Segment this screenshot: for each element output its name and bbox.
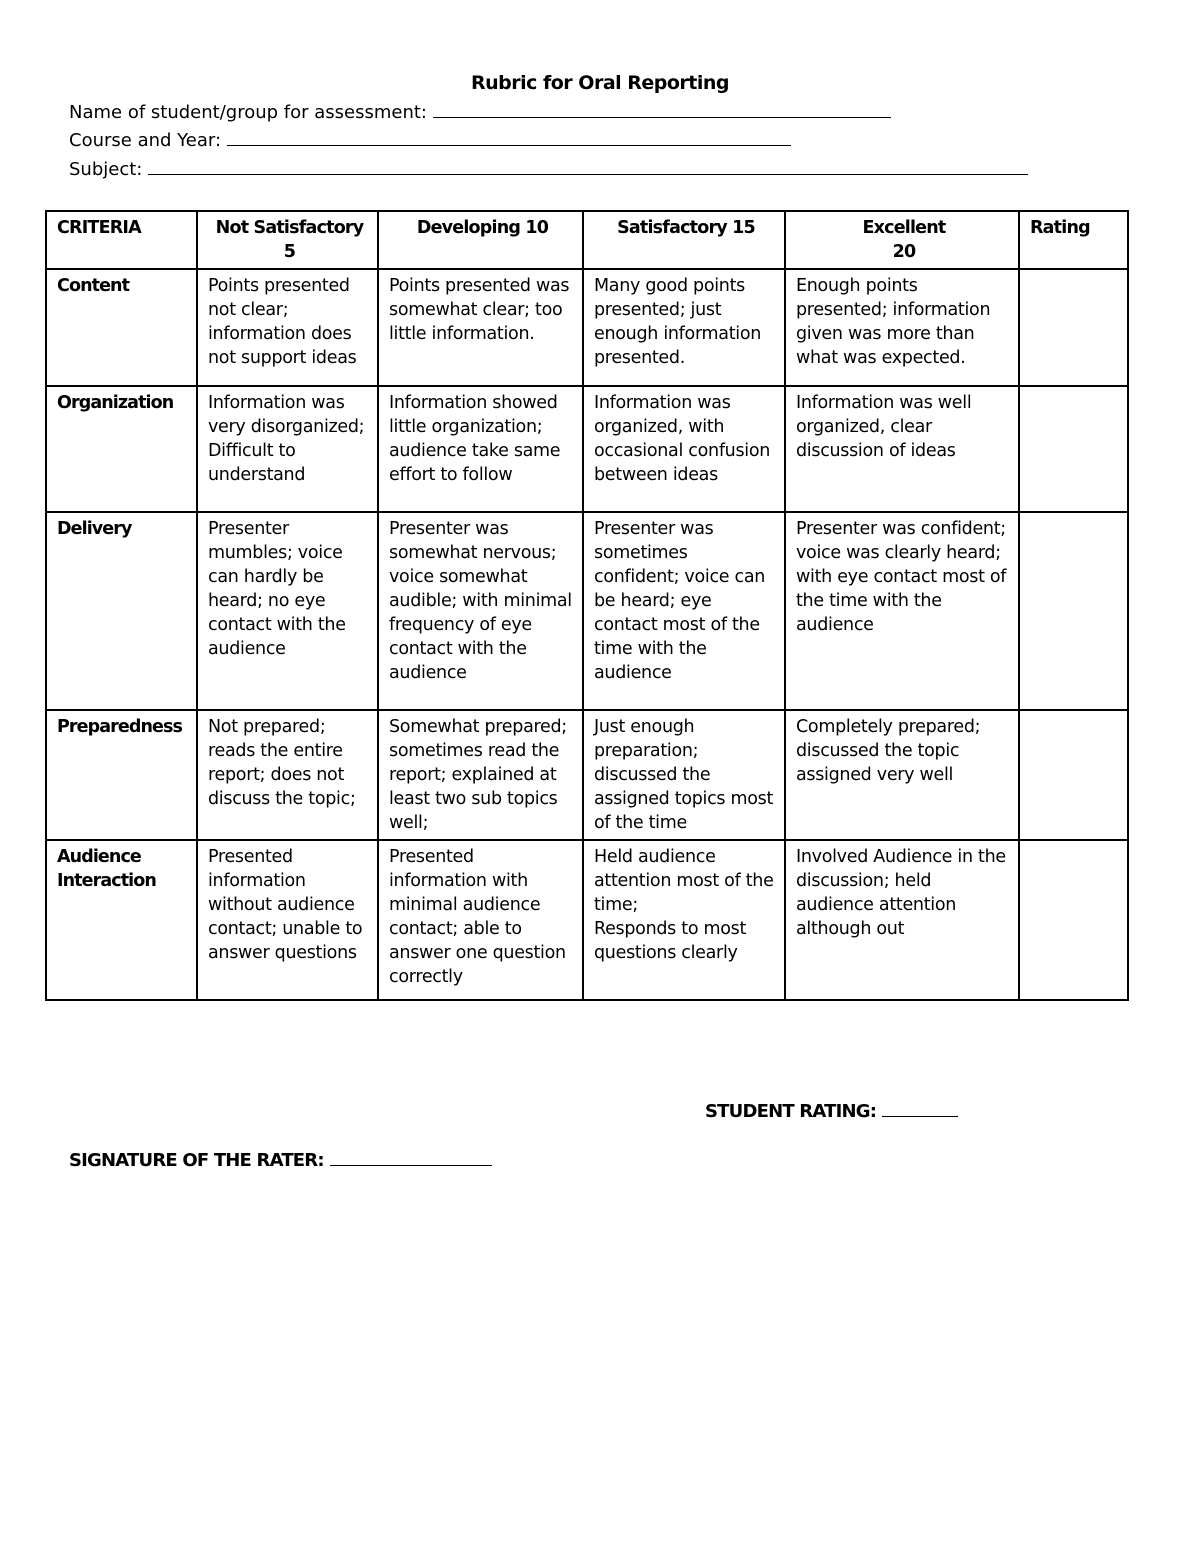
delivery-developing: Presenter was somewhat nervous; voice somewhat audible; with minimal frequency of eye contact with the audience [378,512,583,710]
student-name-blank[interactable] [433,101,891,118]
organization-developing: Information showed little organization; audience take same effort to follow [378,386,583,512]
organization-not-satisfactory: Information was very disorganized; Difficult to understand [197,386,378,512]
header-developing: Developing 10 [378,211,583,269]
audience-excellent: Involved Audience in the discussion; held audience attention although out [785,840,1019,1000]
preparedness-rating-cell[interactable] [1019,710,1128,840]
audience-not-satisfactory: Presented information without audience contact; unable to answer questions [197,840,378,1000]
content-satisfactory: Many good points presented; just enough information presented. [583,269,785,386]
preparedness-not-satisfactory: Not prepared; reads the entire report; does not discuss the topic; [197,710,378,840]
delivery-not-satisfactory: Presenter mumbles; voice can hardly be heard; no eye contact with the audience [197,512,378,710]
rater-signature-label: SIGNATURE OF THE RATER: [69,1150,324,1171]
student-rating-label: STUDENT RATING: [705,1101,877,1122]
organization-rating-cell[interactable] [1019,386,1128,512]
criterion-preparedness: Preparedness [46,710,197,840]
delivery-excellent: Presenter was confident; voice was clearly heard; with eye contact most of the time with the audience [785,512,1019,710]
subject-label: Subject: [69,159,143,180]
student-name-field [69,101,891,124]
document-title: Rubric for Oral Reporting [470,72,730,94]
preparedness-excellent: Completely prepared; discussed the topic assigned very well [785,710,1019,840]
table-row [46,269,1128,386]
student-rating-field [705,1101,958,1122]
course-year-blank[interactable] [227,129,791,146]
preparedness-developing: Somewhat prepared; sometimes read the report; explained at least two sub topics well; [378,710,583,840]
audience-developing: Presented information with minimal audience contact; able to answer one question correctly [378,840,583,1000]
header-criteria: CRITERIA [46,211,197,269]
header-rating: Rating [1019,211,1128,269]
criterion-organization: Organization [46,386,197,512]
delivery-rating-cell[interactable] [1019,512,1128,710]
student-name-label: Name of student/group for assessment: [69,102,427,123]
rubric-header-row [46,211,1128,269]
course-year-field [69,129,791,152]
content-excellent: Enough points presented; information given was more than what was expected. [785,269,1019,386]
header-satisfactory: Satisfactory 15 [583,211,785,269]
content-developing: Points presented was somewhat clear; too little information. [378,269,583,386]
header-excellent: Excellent 20 [785,211,1019,269]
subject-field [69,158,1028,181]
criterion-content: Content [46,269,197,386]
organization-satisfactory: Information was organized, with occasional confusion between ideas [583,386,785,512]
criterion-audience-interaction: Audience Interaction [46,840,197,1000]
organization-excellent: Information was well organized, clear discussion of ideas [785,386,1019,512]
header-not-satisfactory: Not Satisfactory 5 [197,211,378,269]
preparedness-satisfactory: Just enough preparation; discussed the assigned topics most of the time [583,710,785,840]
criterion-delivery: Delivery [46,512,197,710]
course-year-label: Course and Year: [69,130,222,151]
audience-satisfactory: Held audience attention most of the time; Responds to most questions clearly [583,840,785,1000]
table-row [46,840,1128,1000]
audience-rating-cell[interactable] [1019,840,1128,1000]
rater-signature-blank[interactable] [330,1151,492,1166]
rubric-table [45,210,1129,1001]
table-row [46,386,1128,512]
student-rating-blank[interactable] [882,1102,958,1117]
content-rating-cell[interactable] [1019,269,1128,386]
delivery-satisfactory: Presenter was sometimes confident; voice can be heard; eye contact most of the time with the audience [583,512,785,710]
subject-blank[interactable] [148,158,1028,175]
content-not-satisfactory: Points presented not clear; information does not support ideas [197,269,378,386]
table-row [46,710,1128,840]
rater-signature-field [69,1150,492,1171]
table-row [46,512,1128,710]
